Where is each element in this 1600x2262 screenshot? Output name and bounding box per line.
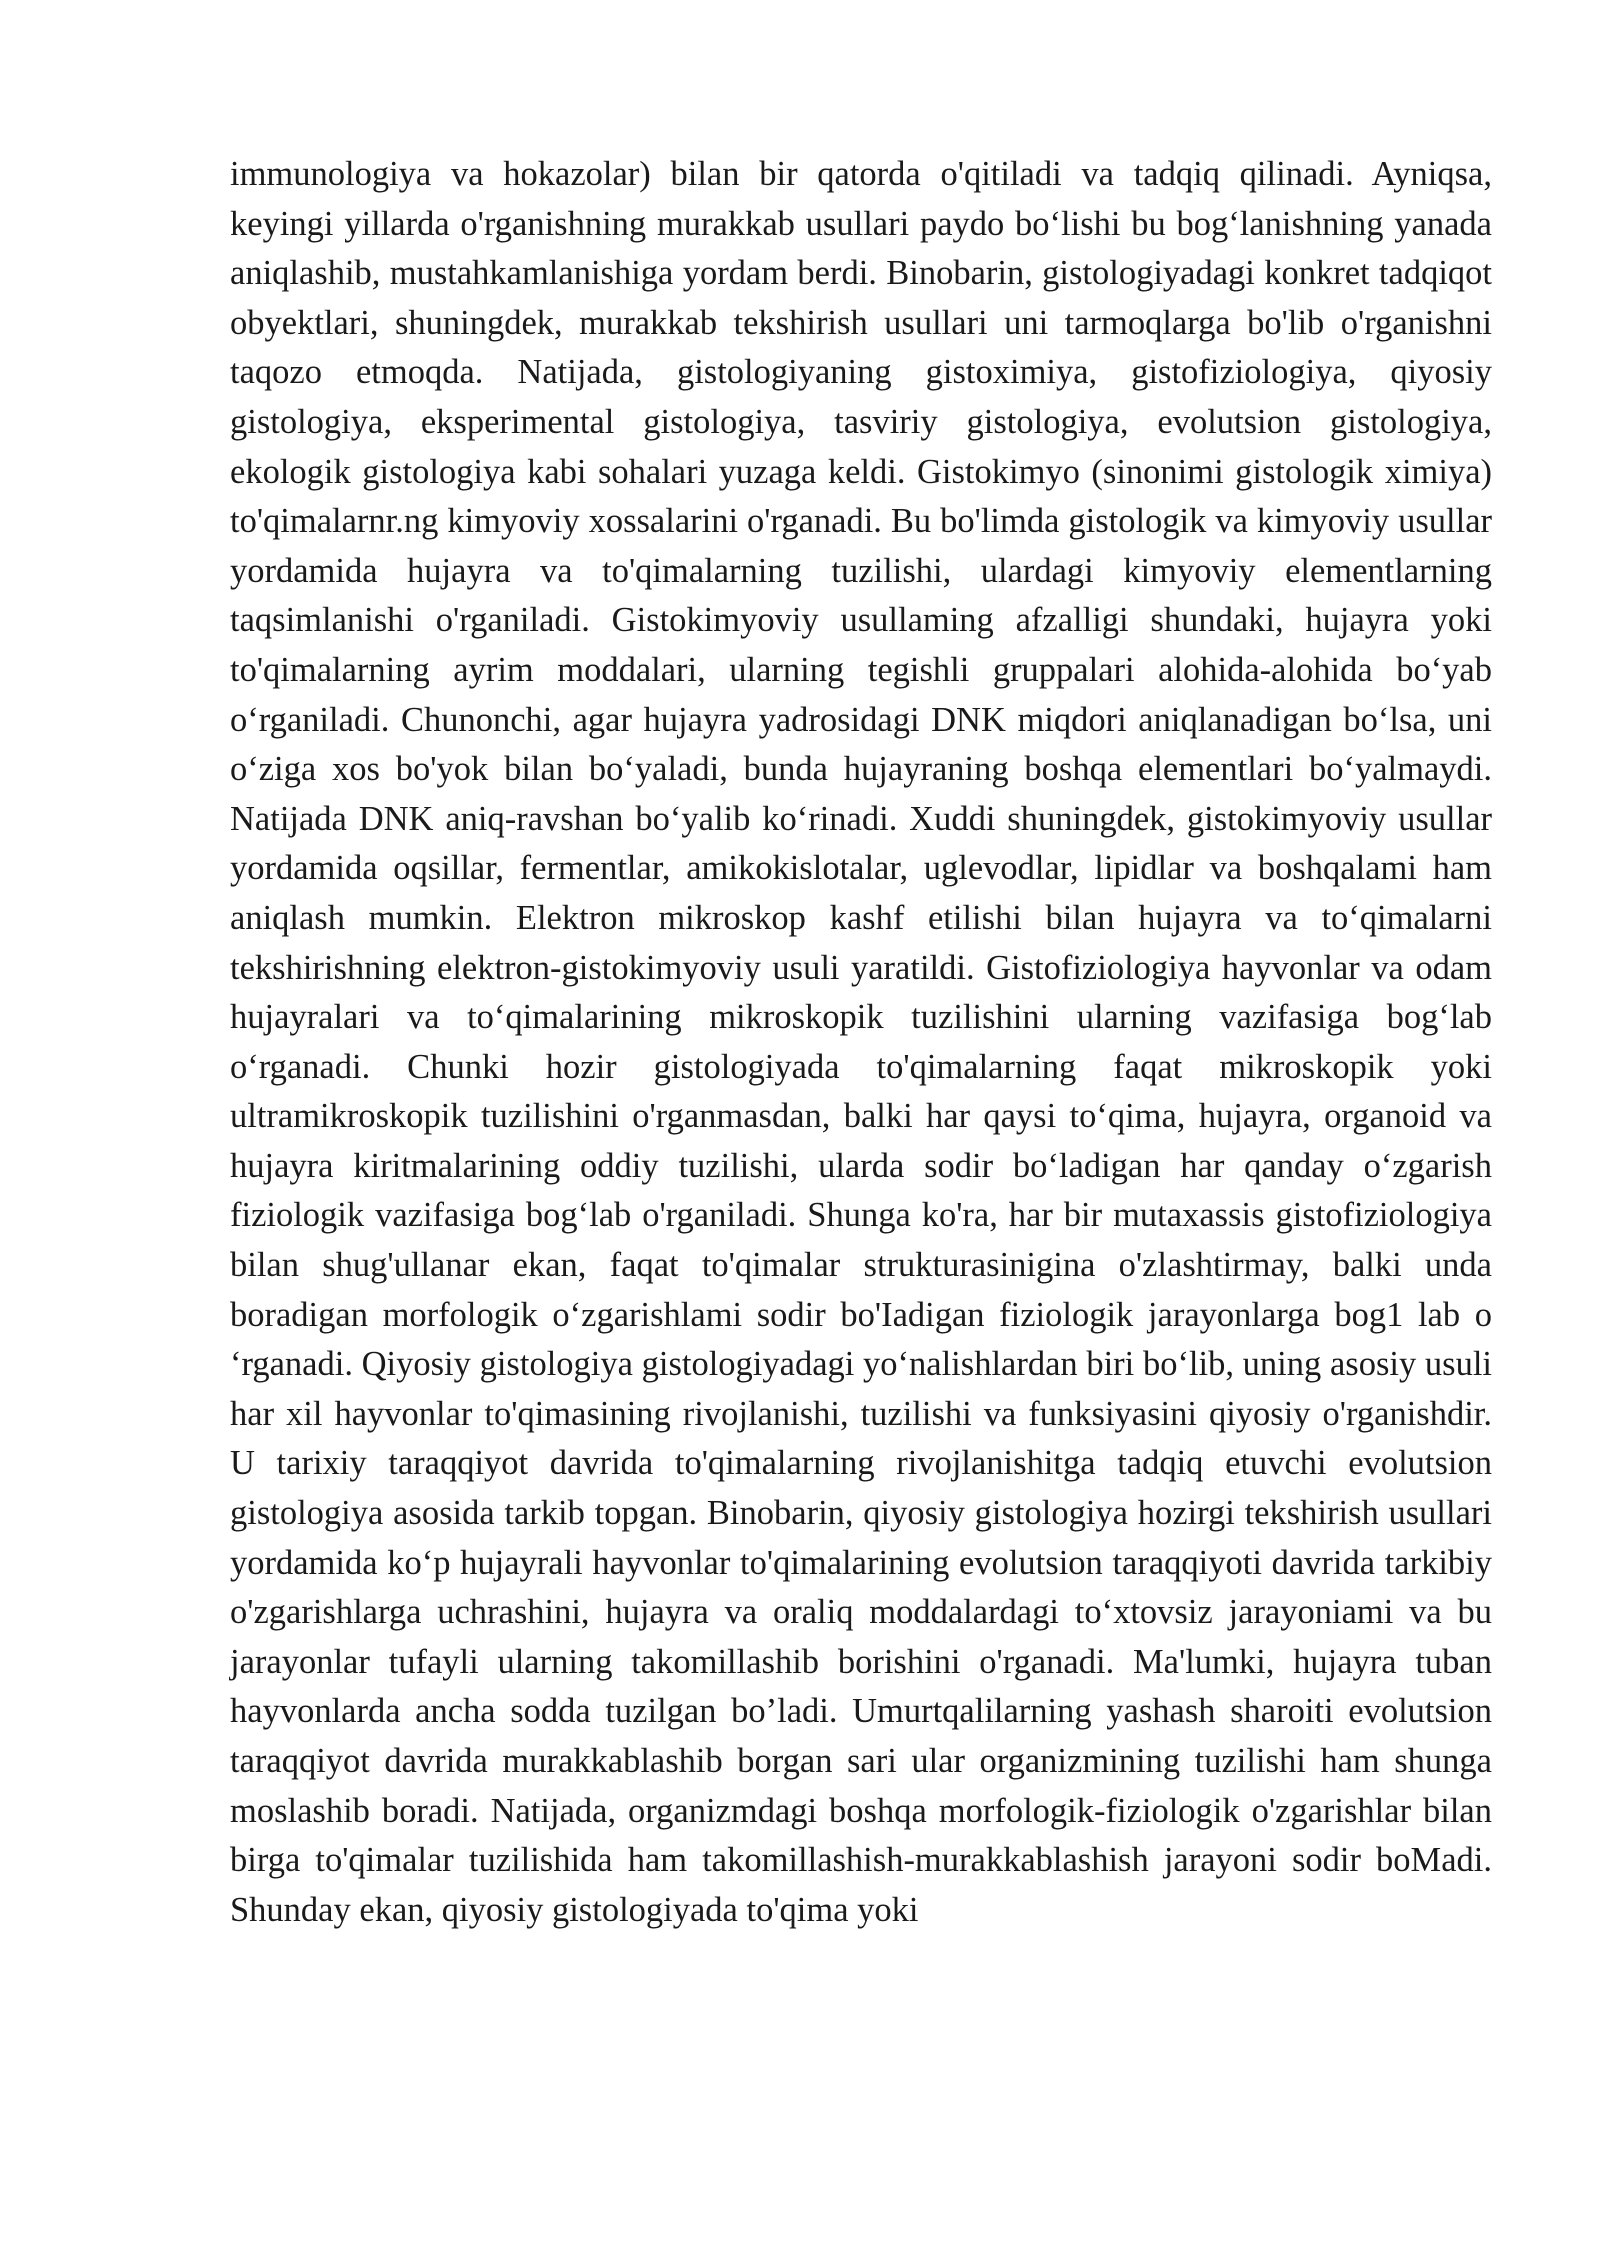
document-page [230,150,1492,1935]
body-paragraph: immunologiya va hokazolar) bilan bir qatorda o'qitiladi va tadqiq qilinadi. Ayniqsa, keyingi yillarda o'rganishning murakkab usullari paydo bo‘lishi bu bog‘lanishning yanada aniqlashib, mustahkamlanishiga yordam berdi. Binobarin, gistologiyadagi konkret tadqiqot obyektlari, shuningdek, murakkab tekshirish usullari uni tarmoqlarga bo'lib o'rganishni taqozo etmoqda. Natijada, gistologiyaning gistoximiya, gistofiziologiya, qiyosiy gistologiya, eksperimental gistologiya, tasviriy gistologiya, evolutsion gistologiya, ekologik gistologiya kabi sohalari yuzaga keldi. Gistokimyo (sinonimi gistologik ximiya) to'qimalarnr.ng kimyoviy xossalarini o'rganadi. Bu bo'limda gistologik va kimyoviy usullar yordamida hujayra va to'qimalarning tuzilishi, ulardagi kimyoviy elementlarning taqsimlanishi o'rganiladi. Gistokimyoviy usullaming afzalligi shundaki, hujayra yoki to'qimalarning ayrim moddalari, ularning tegishli gruppalari alohida-alohida bo‘yab o‘rganiladi. Chunonchi, agar hujayra yadrosidagi DNK miqdori aniqlanadigan bo‘lsa, uni o‘ziga xos bo'yok bilan bo‘yaladi, bunda hujayraning boshqa elementlari bo‘yalmaydi. Natijada DNK aniq-ravshan bo‘yalib ko‘rinadi. Xuddi shuningdek, gistokimyoviy usullar yordamida oqsillar, fermentlar, amikokislotalar, uglevodlar, lipidlar va boshqalami ham aniqlash mumkin. Elektron mikroskop kashf etilishi bilan hujayra va to‘qimalarni tekshirishning elektron-gistokimyoviy usuli yaratildi. Gistofiziologiya hayvonlar va odam hujayralari va to‘qimalarining mikroskopik tuzilishini ularning vazifasiga bog‘lab o‘rganadi. Chunki hozir gistologiyada to'qimalarning faqat mikroskopik yoki ultramikroskopik tuzilishini o'rganmasdan, balki har qaysi to‘qima, hujayra, organoid va hujayra kiritmalarining oddiy tuzilishi, ularda sodir bo‘ladigan har qanday o‘zgarish fiziologik vazifasiga bog‘lab o'rganiladi. Shunga ko'ra, har bir mutaxassis gistofiziologiya bilan shug'ullanar ekan, faqat to'qimalar strukturasinigina o'zlashtirmay, balki unda boradigan morfologik o‘zgarishlami sodir bo'Iadigan fiziologik jarayonlarga bog1 lab o ‘rganadi. Qiyosiy gistologiya gistologiyadagi yo‘nalishlardan biri bo‘lib, uning asosiy usuli har xil hayvonlar to'qimasining rivojlanishi, tuzilishi va funksiyasini qiyosiy o'rganishdir. U tarixiy taraqqiyot davrida to'qimalarning rivojlanishitga tadqiq etuvchi evolutsion gistologiya asosida tarkib topgan. Binobarin, qiyosiy gistologiya hozirgi tekshirish usullari yordamida ko‘p hujayrali hayvonlar to'qimalarining evolutsion taraqqiyoti davrida tarkibiy o'zgarishlarga uchrashini, hujayra va oraliq moddalardagi to‘xtovsiz jarayoniami va bu jarayonlar tufayli ularning takomillashib borishini o'rganadi. Ma'lumki, hujayra tuban hayvonlarda ancha sodda tuzilgan bo’ladi. Umurtqalilarning yashash sharoiti evolutsion taraqqiyot davrida murakkablashib borgan sari ular organizmining tuzilishi ham shunga moslashib boradi. Natijada, organizmdagi boshqa morfologik-fiziologik o'zgarishlar bilan birga to'qimalar tuzilishida ham takomillashish-murakkablashish jarayoni sodir boMadi. Shunday ekan, qiyosiy gistologiyada to'qima yoki [230,155,1492,1929]
